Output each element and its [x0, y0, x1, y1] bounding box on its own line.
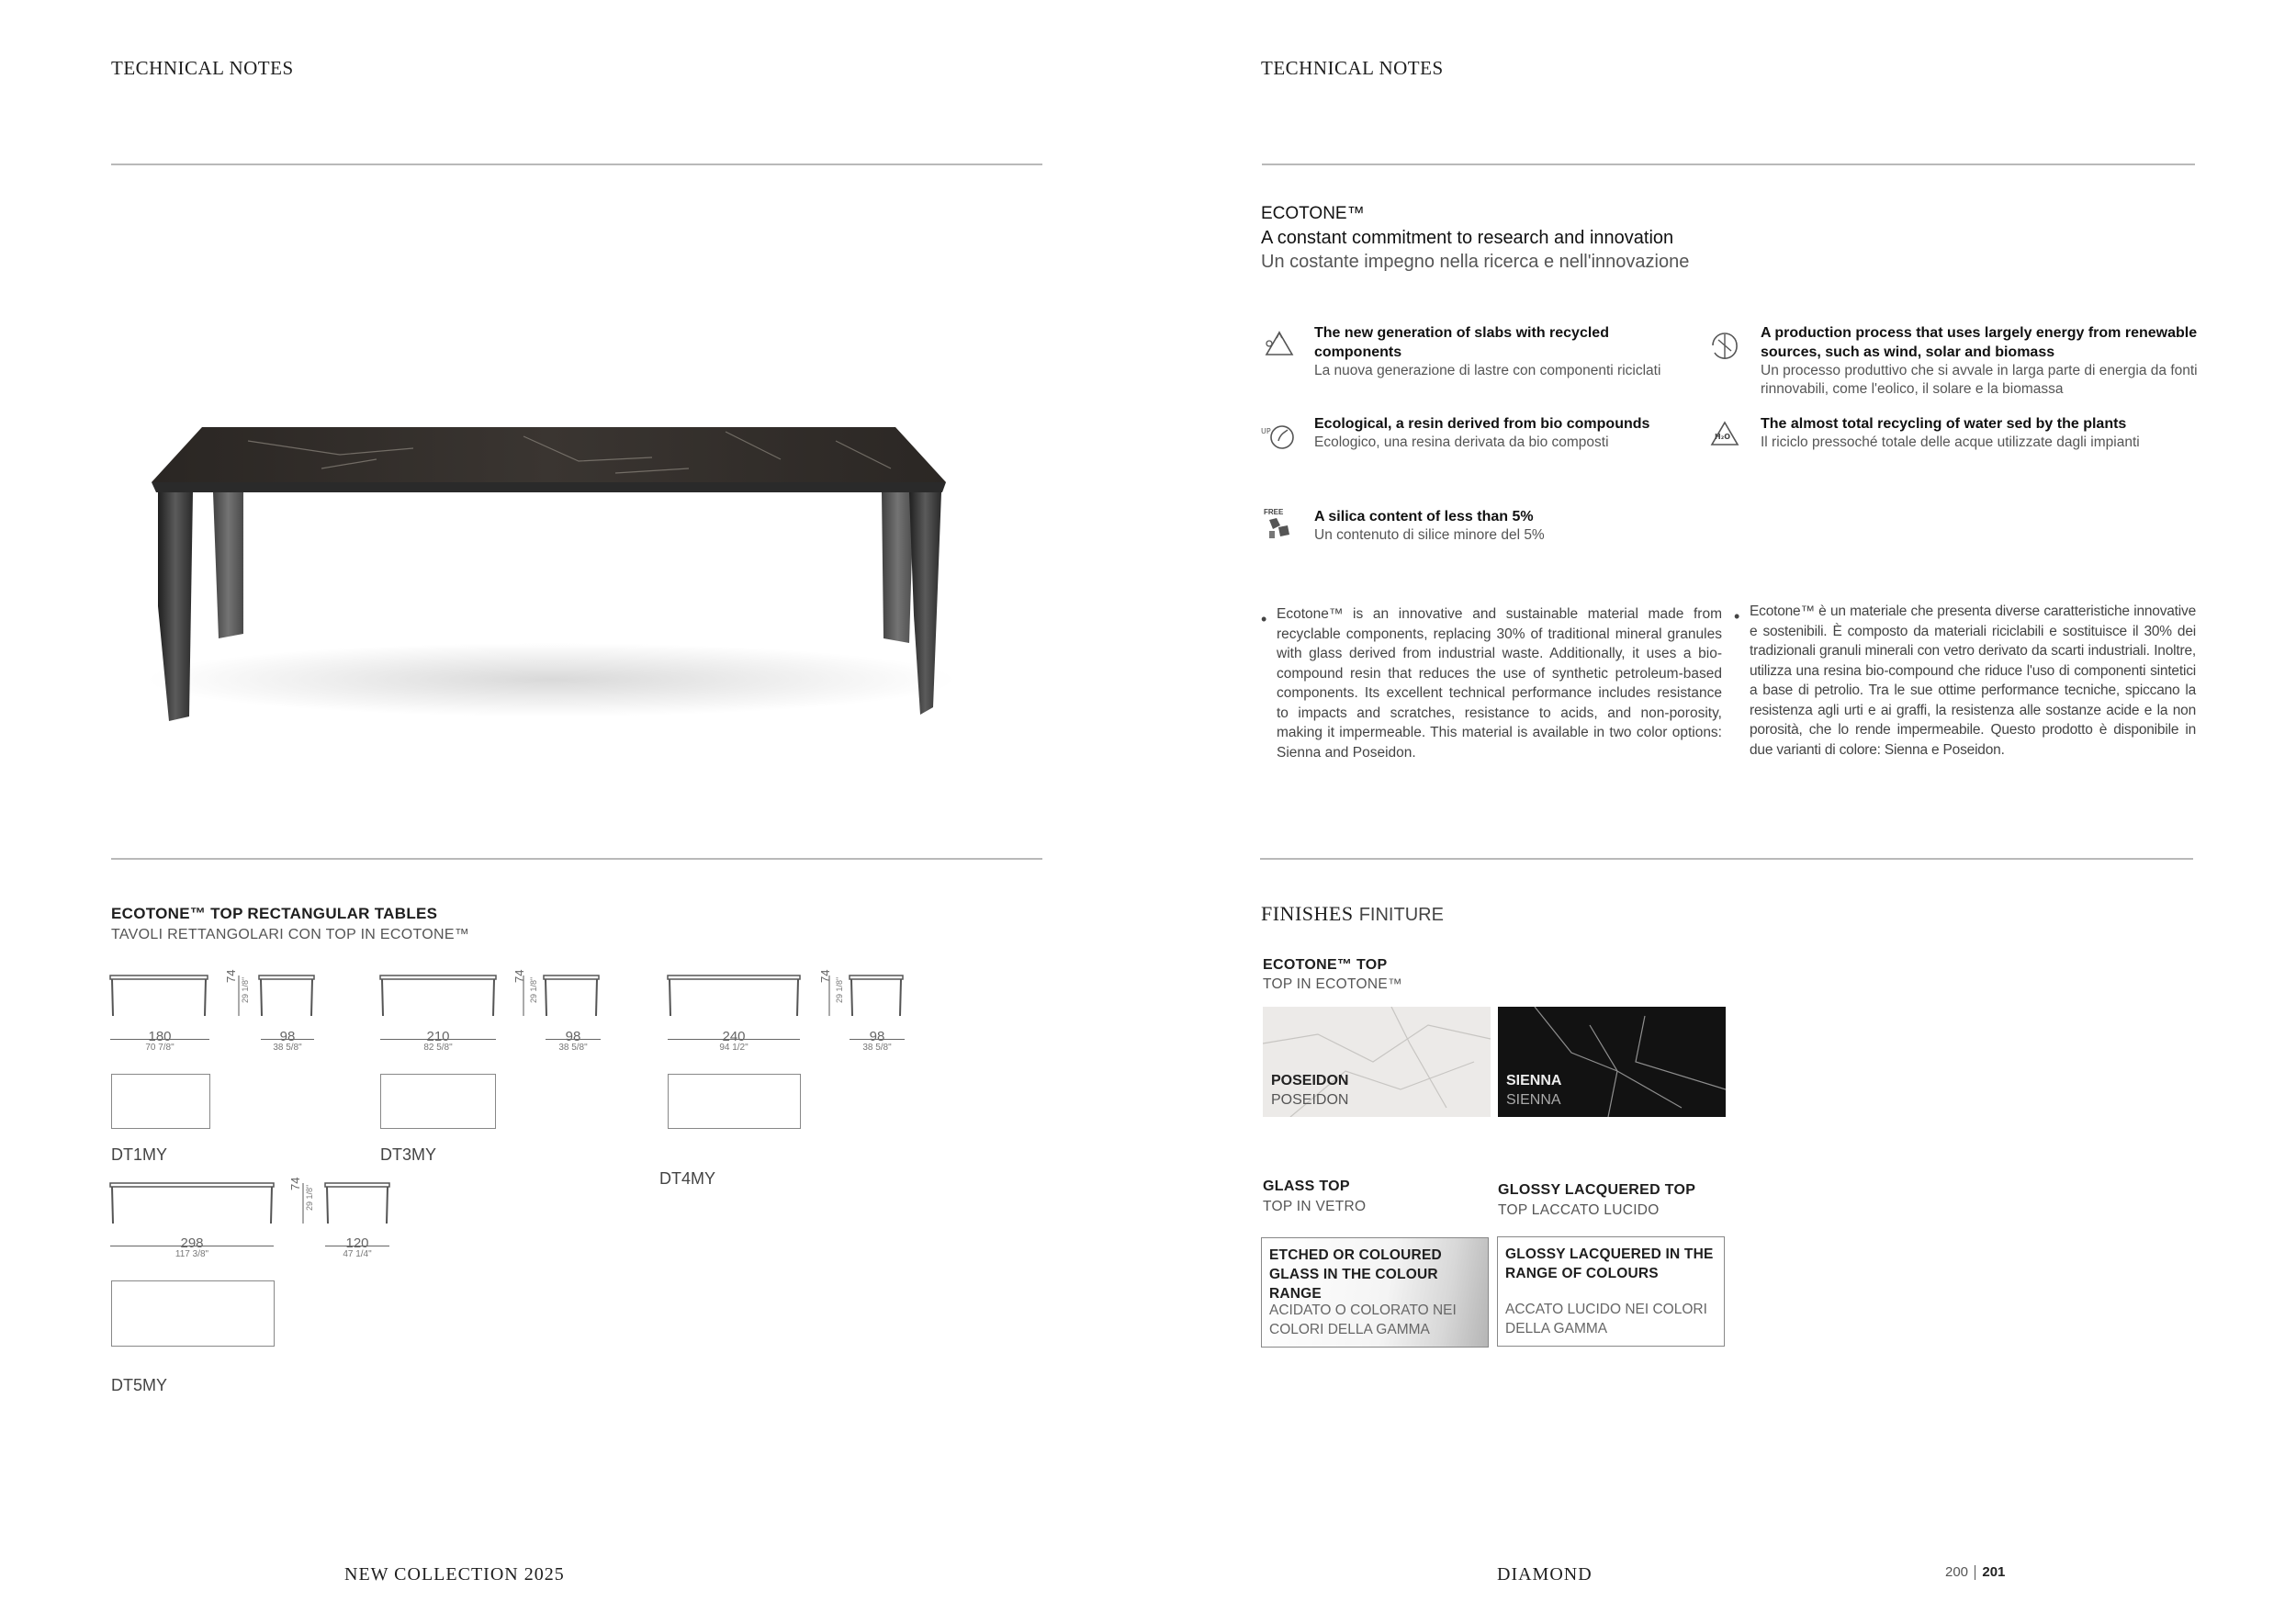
finishes-title-it: FINITURE	[1358, 905, 1444, 925]
ecotone-body-it: Ecotone™ è un materiale che presenta diverse caratteristiche innovative e sostenibili. È composto da materiali riciclabili e sostituisce il 30% dei tradizionali granuli minerali con vetro derivato da scarti industriali. Inoltre, utilizza una resina bio-compound che riduce l'uso di componenti sintetici a base di petrolio. Tra le sue ottime performance tecniche, spiccano la resistenza agli urti e ai graffi, la resistenza alle sostanze acide e la non porosità, che lo rende impermeabile. Questo prodotto è disponibile in due varianti di colore: Sienna e Poseidon.	[1750, 603, 2196, 758]
dt4my-code: DT4MY	[659, 1169, 716, 1188]
svg-text:UP: UP	[1261, 427, 1271, 435]
dt3my-depth: 98	[565, 1029, 581, 1044]
table-top-edge	[152, 482, 946, 492]
dt5my-plan-drawing	[111, 1280, 275, 1347]
feature-bio-resin-en: Ecological, a resin derived from bio compounds	[1314, 416, 1650, 432]
left-mid-divider	[111, 858, 1042, 860]
dt1my-depth-inches: 38 5/8"	[273, 1043, 302, 1053]
glass-top-label: GLASS TOP	[1263, 1179, 1350, 1194]
feature-recycled-slabs-it: La nuova generazione di lastre con componenti riciclati	[1314, 363, 1661, 378]
poseidon-name: POSEIDON	[1271, 1073, 1349, 1088]
right-page-header: TECHNICAL NOTES	[1261, 57, 1444, 79]
table-product-image	[138, 404, 983, 735]
dt4my-depth-inches: 38 5/8"	[862, 1043, 892, 1053]
sienna-name: SIENNA	[1506, 1073, 1562, 1088]
dt1my-depth: 98	[279, 1029, 296, 1044]
silica-free-icon	[1264, 514, 1297, 544]
bio-resin-icon	[1260, 417, 1299, 456]
feature-silica-en: A silica content of less than 5%	[1314, 509, 1534, 524]
feature-water-recycle-en: The almost total recycling of water sed by the plants	[1761, 416, 2127, 432]
right-footer: DIAMOND	[1497, 1564, 1593, 1585]
dt5my-length: 298	[180, 1235, 204, 1251]
dt4my-height: 74	[818, 969, 832, 983]
lacquer-box-en: GLOSSY LACQUERED IN THE RANGE OF COLOURS	[1505, 1246, 1714, 1281]
dt4my-length-inches: 94 1/2"	[719, 1043, 748, 1053]
bullet-it: •	[1734, 607, 1740, 626]
feature-water-recycle	[1761, 414, 2201, 452]
feature-silica	[1314, 507, 1700, 545]
dt3my-height-inches: 29 1/8"	[529, 976, 538, 1003]
dt3my-plan-drawing	[380, 1074, 496, 1129]
water-recycle-icon	[1705, 417, 1744, 456]
feature-bio-resin-it: Ecologico, una resina derivata da bio composti	[1314, 434, 1609, 450]
dt1my-length: 180	[148, 1029, 172, 1044]
page-number-right: 201	[1982, 1564, 2006, 1580]
swatch-poseidon-label	[1271, 1071, 1348, 1110]
feature-recycled-slabs-en: The new generation of slabs with recycled components	[1314, 325, 1609, 360]
swatch-poseidon[interactable]	[1263, 1007, 1491, 1117]
ecotone-subtitle-it: Un costante impegno nella ricerca e nell'innovazione	[1261, 252, 1690, 272]
dt4my-plan-drawing	[668, 1074, 801, 1129]
dt5my-length-inches: 117 3/8"	[174, 1249, 209, 1259]
left-footer: NEW COLLECTION 2025	[344, 1564, 565, 1585]
ecotone-title: ECOTONE™	[1261, 204, 1365, 223]
dt5my-height-inches: 29 1/8"	[305, 1184, 314, 1211]
dt5my-code: DT5MY	[111, 1376, 168, 1394]
left-page-header: TECHNICAL NOTES	[111, 57, 294, 79]
ecotone-subtitle-en: A constant commitment to research and innovation	[1261, 228, 1674, 248]
dt4my-depth: 98	[869, 1029, 885, 1044]
feature-silica-it: Un contenuto di silice minore del 5%	[1314, 527, 1545, 543]
glass-box-it: ACIDATO O COLORATO NEI COLORI DELLA GAMMA	[1269, 1303, 1457, 1337]
dt1my-height-inches: 29 1/8"	[241, 976, 250, 1003]
feature-recycled-slabs	[1314, 323, 1700, 380]
dt3my-elevation-drawing	[378, 969, 603, 1027]
tables-section-subtitle: TAVOLI RETTANGOLARI CON TOP IN ECOTONE™	[111, 927, 470, 942]
recycle-triangle-icon	[1260, 327, 1299, 366]
dt5my-depth: 120	[345, 1235, 369, 1251]
table-shadow	[147, 643, 955, 716]
swatch-sienna[interactable]	[1498, 1007, 1726, 1117]
lacquer-box-it: ACCATO LUCIDO NEI COLORI DELLA GAMMA	[1505, 1302, 1707, 1336]
swatch-sienna-label	[1506, 1071, 1561, 1110]
table-top-surface	[152, 427, 946, 482]
feature-water-recycle-it: Il riciclo pressoché totale delle acque utilizzate dagli impianti	[1761, 434, 2140, 450]
glass-box-en: ETCHED OR COLOURED GLASS IN THE COLOUR RANGE	[1269, 1247, 1442, 1302]
dt1my-code: DT1MY	[111, 1145, 168, 1164]
feature-renewable-energy	[1761, 323, 2201, 399]
dt3my-length-inches: 82 5/8"	[423, 1043, 453, 1053]
glass-top-option[interactable]	[1261, 1237, 1489, 1348]
bullet-en: •	[1261, 610, 1267, 628]
ecotone-top-label-it: TOP IN ECOTONE™	[1263, 976, 1402, 992]
dt1my-length-inches: 70 7/8"	[145, 1043, 174, 1053]
right-top-divider	[1262, 164, 2195, 165]
sienna-name-it: SIENNA	[1506, 1092, 1561, 1108]
dt3my-length: 210	[426, 1029, 450, 1044]
feature-renewable-energy-it: Un processo produttivo che si avvale in larga parte di energia da fonti rinnovabili, come l'eolico, il solare e la biomassa	[1761, 363, 2198, 397]
table-leg-back-right	[882, 492, 914, 643]
feature-bio-resin	[1314, 414, 1700, 452]
dt4my-elevation-drawing	[666, 969, 909, 1027]
page-number-left: 200	[1945, 1564, 1969, 1580]
dt3my-depth-inches: 38 5/8"	[558, 1043, 588, 1053]
lacquer-top-label: GLOSSY LACQUERED TOP	[1498, 1182, 1696, 1198]
glass-top-label-it: TOP IN VETRO	[1263, 1199, 1367, 1214]
finishes-title: FINISHES	[1261, 902, 1354, 925]
left-top-divider	[111, 164, 1042, 165]
dt1my-height: 74	[224, 969, 238, 983]
finishes-title-row	[1261, 902, 1444, 926]
dt5my-depth-inches: 47 1/4"	[343, 1249, 372, 1259]
page-numbers	[1945, 1564, 2005, 1580]
feature-renewable-energy-en: A production process that uses largely energy from renewable sources, such as wind, solar and biomass	[1761, 325, 2198, 360]
silica-free-badge: FREE	[1264, 508, 1284, 516]
lacquer-top-option[interactable]	[1497, 1236, 1725, 1347]
dt5my-elevation-drawing	[108, 1179, 393, 1235]
dt3my-height: 74	[512, 969, 526, 983]
table-leg-back-left	[213, 492, 243, 638]
poseidon-name-it: POSEIDON	[1271, 1092, 1349, 1108]
lacquer-top-label-it: TOP LACCATO LUCIDO	[1498, 1202, 1660, 1218]
dt4my-height-inches: 29 1/8"	[835, 976, 844, 1003]
dt3my-code: DT3MY	[380, 1145, 437, 1164]
ecotone-top-label: ECOTONE™ TOP	[1263, 957, 1388, 973]
dt4my-length: 240	[722, 1029, 746, 1044]
renewable-energy-icon	[1705, 327, 1744, 366]
dt5my-height: 74	[288, 1177, 302, 1190]
ecotone-body-en: Ecotone™ is an innovative and sustainable material made from recyclable components, replacing 30% of traditional mineral granules with glass derived from industrial waste. Additionally, it uses a bio-compound resin that reduces the use of synthetic petroleum-based components. Its excellent technical performance includes resistance to impacts and scratches, resistance to acids, and non-porosity, making it impermeable. This material is available in two color options: Sienna and Poseidon.	[1277, 606, 1722, 761]
dt1my-plan-drawing	[111, 1074, 210, 1129]
right-mid-divider	[1260, 858, 2193, 860]
dt1my-elevation-drawing	[108, 969, 320, 1027]
tables-section-title: ECOTONE™ TOP RECTANGULAR TABLES	[111, 905, 438, 922]
svg-text:H₂O: H₂O	[1715, 433, 1730, 441]
